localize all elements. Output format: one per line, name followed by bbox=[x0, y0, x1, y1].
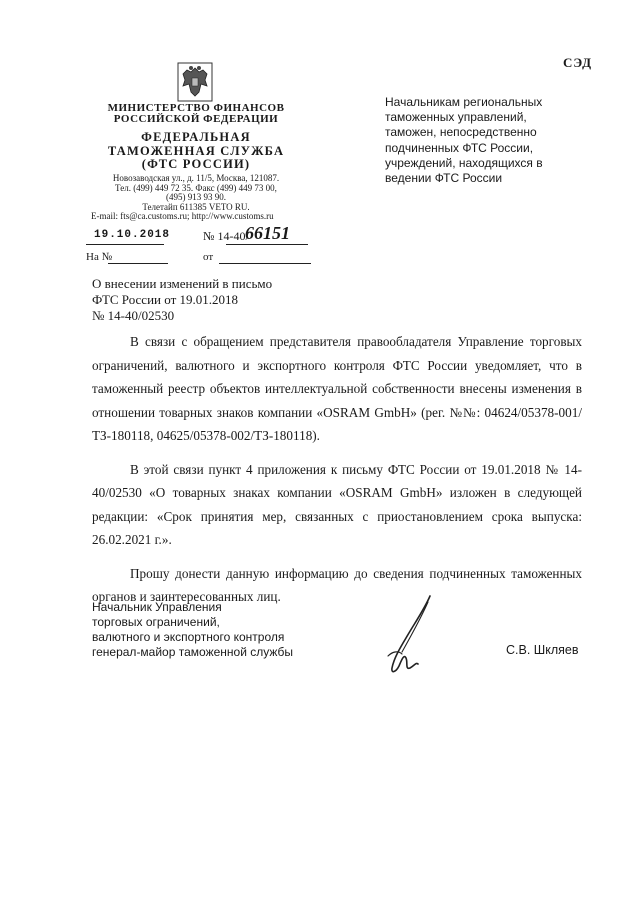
ministry-line: МИНИСТЕРСТВО ФИНАНСОВ bbox=[107, 102, 285, 114]
addressee-line: учреждений, находящихся в bbox=[385, 155, 543, 170]
teletype-line: Телетайп 611385 VETO RU. bbox=[142, 201, 250, 212]
email-line: E-mail: fts@ca.customs.ru; http://www.customs.ru bbox=[91, 211, 274, 222]
signer-name: С.В. Шкляев bbox=[506, 643, 579, 657]
service-line: ТАМОЖЕННАЯ СЛУЖБА bbox=[107, 143, 285, 158]
signer-position bbox=[92, 600, 352, 660]
position-line: торговых ограничений, bbox=[92, 615, 220, 629]
addressee-line: таможен, непосредственно bbox=[385, 125, 537, 140]
ministry-line: РОССИЙСКОЙ ФЕДЕРАЦИИ bbox=[113, 113, 279, 125]
handwritten-signature bbox=[372, 592, 462, 682]
ministry-name bbox=[96, 103, 296, 125]
service-name bbox=[96, 131, 296, 172]
subject-block bbox=[92, 276, 332, 324]
subject-line: № 14-40/02530 bbox=[92, 308, 175, 323]
reply-line bbox=[86, 251, 316, 267]
date-underline bbox=[86, 244, 164, 245]
reply-date-underline bbox=[219, 263, 311, 264]
russian-coat-of-arms-icon bbox=[177, 62, 213, 102]
sed-mark: СЭД bbox=[563, 55, 593, 70]
reply-number-underline bbox=[108, 263, 168, 264]
number-underline bbox=[226, 244, 308, 245]
addressee-line: Начальникам региональных bbox=[385, 95, 543, 109]
subject-line: О внесении изменений в письмо bbox=[92, 276, 273, 291]
addressee-line: таможенных управлений, bbox=[385, 110, 527, 125]
letter-body bbox=[92, 330, 582, 619]
address-line: Новозаводская ул., д. 11/5, Москва, 121087. bbox=[112, 173, 280, 183]
service-line: ФЕДЕРАЛЬНАЯ bbox=[141, 130, 251, 144]
addressee-block bbox=[385, 95, 585, 186]
reply-number-label: На № bbox=[86, 251, 113, 263]
position-line: Начальник Управления bbox=[92, 600, 222, 614]
position-line: генерал-майор таможенной службы bbox=[92, 645, 294, 659]
phone-line: (495) 913 93 90. bbox=[166, 192, 226, 203]
registration-number: 66151 bbox=[245, 223, 290, 243]
addressee-line: подчиненных ФТС России, bbox=[385, 140, 534, 155]
registration-number-prefix: № 14-40/ bbox=[203, 229, 249, 243]
body-paragraph: Прошу донести данную информацию до сведения подчиненных таможенных органов и заинтересованных лиц. bbox=[92, 565, 582, 604]
subject-line: ФТС России от 19.01.2018 bbox=[92, 292, 239, 307]
body-paragraph: В этой связи пункт 4 приложения к письму ФТС России от 19.01.2018 № 14-40/02530 «О товарных знаках компании «OSRAM GmbH» изложен в следующей редакции: «Срок принятия мер, связанных с приостановлением срока выпуска: 26.02.2021 г.». bbox=[92, 461, 582, 547]
service-line: (ФТС РОССИИ) bbox=[141, 157, 251, 171]
body-paragraph: В связи с обращением представителя правообладателя Управление торговых ограничений, валютного и экспортного контроля ФТС России уведомляет, что в таможенный реестр объектов интеллектуальной собственности внесены изменения в отношении товарных знаков компании «OSRAM GmbH» (рег. №№: 04624/05378-001/ТЗ-180118, 04625/05378-002/ТЗ-180118). bbox=[92, 334, 582, 443]
position-line: валютного и экспортного контроля bbox=[92, 630, 285, 644]
registration-date: 19.10.2018 bbox=[94, 229, 171, 241]
phone-line: Тел. (499) 449 72 35. Факс (499) 449 73 00, bbox=[115, 182, 277, 193]
addressee-line: ведении ФТС России bbox=[385, 171, 503, 186]
reply-date-label: от bbox=[203, 251, 214, 263]
registration-line bbox=[86, 223, 316, 245]
contact-block bbox=[91, 173, 296, 222]
